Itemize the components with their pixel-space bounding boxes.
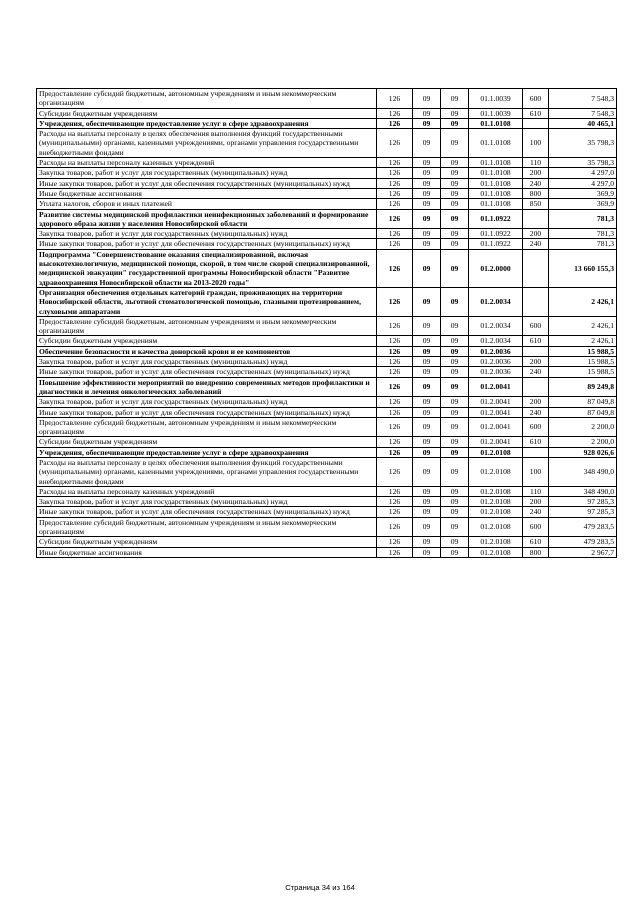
ministry-code-cell: 126 (377, 357, 413, 367)
expense-type-cell: 240 (523, 239, 549, 249)
subsection-code-cell: 09 (441, 407, 469, 417)
table-row (37, 447, 617, 457)
amount-cell: 348 490,0 (549, 457, 617, 486)
table-row (37, 287, 617, 316)
amount-cell: 781,3 (549, 209, 617, 229)
section-code-cell: 09 (413, 486, 441, 496)
amount-cell: 97 285,3 (549, 507, 617, 517)
amount-cell: 87 049,8 (549, 407, 617, 417)
subsection-code-cell: 09 (441, 287, 469, 316)
amount-cell: 348 490,0 (549, 486, 617, 496)
table-row (37, 537, 617, 547)
expense-type-cell: 610 (523, 336, 549, 346)
expense-type-cell: 600 (523, 517, 549, 537)
amount-cell: 928 026,6 (549, 447, 617, 457)
subsection-code-cell: 09 (441, 178, 469, 188)
amount-cell: 4 297,0 (549, 178, 617, 188)
target-article-cell: 01.2.0041 (469, 407, 523, 417)
amount-cell: 35 798,3 (549, 129, 617, 158)
subsection-code-cell: 09 (441, 367, 469, 377)
ministry-code-cell: 126 (377, 397, 413, 407)
budget-table (36, 88, 617, 558)
row-name-cell: Расходы на выплаты персоналу в целях обеспечения выполнения функций государственными (муниципальными) органами, казенными учреждениями, органами управления государственными внебюджетными фондами (37, 457, 377, 486)
ministry-code-cell: 126 (377, 537, 413, 547)
expense-type-cell: 200 (523, 357, 549, 367)
table-row (37, 457, 617, 486)
ministry-code-cell: 126 (377, 447, 413, 457)
amount-cell: 15 988,5 (549, 367, 617, 377)
ministry-code-cell: 126 (377, 239, 413, 249)
subsection-code-cell: 09 (441, 336, 469, 346)
section-code-cell: 09 (413, 357, 441, 367)
row-name-cell: Расходы на выплаты персоналу казенных учреждений (37, 158, 377, 168)
subsection-code-cell: 09 (441, 517, 469, 537)
subsection-code-cell: 09 (441, 357, 469, 367)
amount-cell: 35 798,3 (549, 158, 617, 168)
table-row (37, 188, 617, 198)
amount-cell: 13 660 155,3 (549, 249, 617, 287)
table-row (37, 407, 617, 417)
expense-type-cell: 240 (523, 407, 549, 417)
section-code-cell: 09 (413, 239, 441, 249)
section-code-cell: 09 (413, 417, 441, 437)
subsection-code-cell: 09 (441, 158, 469, 168)
subsection-code-cell: 09 (441, 537, 469, 547)
target-article-cell: 01.2.0034 (469, 316, 523, 336)
expense-type-cell (523, 346, 549, 356)
expense-type-cell: 110 (523, 486, 549, 496)
table-row (37, 417, 617, 437)
row-name-cell: Иные закупки товаров, работ и услуг для обеспечения государственных (муниципальных) нужд (37, 367, 377, 377)
target-article-cell: 01.1.0108 (469, 199, 523, 209)
row-name-cell: Обеспечение безопасности и качества донорской крови и ее компонентов (37, 346, 377, 356)
expense-type-cell: 110 (523, 158, 549, 168)
ministry-code-cell: 126 (377, 507, 413, 517)
subsection-code-cell: 09 (441, 397, 469, 407)
subsection-code-cell: 09 (441, 447, 469, 457)
amount-cell: 781,3 (549, 239, 617, 249)
amount-cell: 2 200,0 (549, 417, 617, 437)
expense-type-cell: 200 (523, 497, 549, 507)
row-name-cell: Субсидии бюджетным учреждениям (37, 437, 377, 447)
budget-table-body (37, 89, 617, 558)
target-article-cell: 01.1.0108 (469, 129, 523, 158)
amount-cell: 15 988,5 (549, 346, 617, 356)
table-row (37, 168, 617, 178)
subsection-code-cell: 09 (441, 168, 469, 178)
table-row (37, 178, 617, 188)
ministry-code-cell: 126 (377, 486, 413, 496)
target-article-cell: 01.2.0041 (469, 437, 523, 447)
target-article-cell: 01.2.0000 (469, 249, 523, 287)
subsection-code-cell: 09 (441, 497, 469, 507)
row-name-cell: Предоставление субсидий бюджетным, автономным учреждениям и иным некоммерческим организациям (37, 517, 377, 537)
amount-cell: 40 465,1 (549, 118, 617, 128)
table-row (37, 497, 617, 507)
expense-type-cell: 100 (523, 457, 549, 486)
ministry-code-cell: 126 (377, 287, 413, 316)
row-name-cell: Повышение эффективности мероприятий по внедрению современных методов профилактики и диагностики и лечения онкологических заболеваний (37, 377, 377, 397)
subsection-code-cell: 09 (441, 188, 469, 198)
ministry-code-cell: 126 (377, 168, 413, 178)
row-name-cell: Закупка товаров, работ и услуг для государственных (муниципальных) нужд (37, 397, 377, 407)
target-article-cell: 01.2.0108 (469, 457, 523, 486)
subsection-code-cell: 09 (441, 199, 469, 209)
section-code-cell: 09 (413, 447, 441, 457)
row-name-cell: Расходы на выплаты персоналу казенных учреждений (37, 486, 377, 496)
ministry-code-cell: 126 (377, 367, 413, 377)
table-row (37, 158, 617, 168)
subsection-code-cell: 09 (441, 249, 469, 287)
amount-cell: 369,9 (549, 188, 617, 198)
target-article-cell: 01.1.0922 (469, 229, 523, 239)
subsection-code-cell: 09 (441, 547, 469, 557)
table-row (37, 108, 617, 118)
section-code-cell: 09 (413, 168, 441, 178)
ministry-code-cell: 126 (377, 188, 413, 198)
row-name-cell: Иные закупки товаров, работ и услуг для обеспечения государственных (муниципальных) нужд (37, 407, 377, 417)
table-row (37, 346, 617, 356)
amount-cell: 781,3 (549, 229, 617, 239)
row-name-cell: Закупка товаров, работ и услуг для государственных (муниципальных) нужд (37, 229, 377, 239)
section-code-cell: 09 (413, 199, 441, 209)
target-article-cell: 01.2.0041 (469, 417, 523, 437)
section-code-cell: 09 (413, 178, 441, 188)
amount-cell: 2 426,1 (549, 287, 617, 316)
ministry-code-cell: 126 (377, 209, 413, 229)
expense-type-cell: 240 (523, 507, 549, 517)
ministry-code-cell: 126 (377, 129, 413, 158)
section-code-cell: 09 (413, 188, 441, 198)
section-code-cell: 09 (413, 346, 441, 356)
expense-type-cell: 600 (523, 89, 549, 109)
row-name-cell: Закупка товаров, работ и услуг для государственных (муниципальных) нужд (37, 168, 377, 178)
expense-type-cell: 610 (523, 437, 549, 447)
table-row (37, 229, 617, 239)
subsection-code-cell: 09 (441, 346, 469, 356)
subsection-code-cell: 09 (441, 486, 469, 496)
row-name-cell: Субсидии бюджетным учреждениям (37, 108, 377, 118)
target-article-cell: 01.1.0108 (469, 168, 523, 178)
amount-cell: 15 988,5 (549, 357, 617, 367)
table-row (37, 357, 617, 367)
target-article-cell: 01.2.0108 (469, 547, 523, 557)
table-row (37, 377, 617, 397)
table-row (37, 249, 617, 287)
table-row (37, 118, 617, 128)
row-name-cell: Иные бюджетные ассигнования (37, 547, 377, 557)
subsection-code-cell: 09 (441, 108, 469, 118)
section-code-cell: 09 (413, 457, 441, 486)
target-article-cell: 01.1.0039 (469, 108, 523, 118)
target-article-cell: 01.1.0108 (469, 188, 523, 198)
target-article-cell: 01.2.0036 (469, 346, 523, 356)
target-article-cell: 01.2.0036 (469, 357, 523, 367)
amount-cell: 2 200,0 (549, 437, 617, 447)
target-article-cell: 01.1.0108 (469, 178, 523, 188)
ministry-code-cell: 126 (377, 517, 413, 537)
subsection-code-cell: 09 (441, 129, 469, 158)
subsection-code-cell: 09 (441, 507, 469, 517)
expense-type-cell (523, 447, 549, 457)
table-row (37, 199, 617, 209)
subsection-code-cell: 09 (441, 239, 469, 249)
table-row (37, 486, 617, 496)
section-code-cell: 09 (413, 377, 441, 397)
section-code-cell: 09 (413, 336, 441, 346)
table-row (37, 239, 617, 249)
section-code-cell: 09 (413, 316, 441, 336)
expense-type-cell: 800 (523, 188, 549, 198)
subsection-code-cell: 09 (441, 118, 469, 128)
ministry-code-cell: 126 (377, 316, 413, 336)
ministry-code-cell: 126 (377, 158, 413, 168)
row-name-cell: Закупка товаров, работ и услуг для государственных (муниципальных) нужд (37, 357, 377, 367)
page-footer (0, 883, 640, 892)
amount-cell: 7 548,3 (549, 108, 617, 118)
row-name-cell: Иные закупки товаров, работ и услуг для обеспечения государственных (муниципальных) нужд (37, 178, 377, 188)
amount-cell: 479 283,5 (549, 537, 617, 547)
expense-type-cell: 200 (523, 168, 549, 178)
page-number-label: Страница 34 из 164 (285, 883, 355, 892)
section-code-cell: 09 (413, 249, 441, 287)
row-name-cell: Субсидии бюджетным учреждениям (37, 537, 377, 547)
amount-cell: 369,9 (549, 199, 617, 209)
expense-type-cell: 100 (523, 129, 549, 158)
subsection-code-cell: 09 (441, 229, 469, 239)
ministry-code-cell: 126 (377, 178, 413, 188)
section-code-cell: 09 (413, 437, 441, 447)
row-name-cell: Учреждения, обеспечивающие предоставление услуг в сфере здравоохранения (37, 118, 377, 128)
expense-type-cell: 610 (523, 108, 549, 118)
section-code-cell: 09 (413, 118, 441, 128)
ministry-code-cell: 126 (377, 89, 413, 109)
amount-cell: 2 967,7 (549, 547, 617, 557)
ministry-code-cell: 126 (377, 118, 413, 128)
ministry-code-cell: 126 (377, 457, 413, 486)
row-name-cell: Уплата налогов, сборов и иных платежей (37, 199, 377, 209)
row-name-cell: Иные закупки товаров, работ и услуг для обеспечения государственных (муниципальных) нужд (37, 239, 377, 249)
amount-cell: 89 249,8 (549, 377, 617, 397)
target-article-cell: 01.1.0108 (469, 118, 523, 128)
row-name-cell: Предоставление субсидий бюджетным, автономным учреждениям и иным некоммерческим организациям (37, 316, 377, 336)
expense-type-cell (523, 118, 549, 128)
subsection-code-cell: 09 (441, 89, 469, 109)
subsection-code-cell: 09 (441, 457, 469, 486)
expense-type-cell: 240 (523, 367, 549, 377)
expense-type-cell: 800 (523, 547, 549, 557)
target-article-cell: 01.2.0108 (469, 537, 523, 547)
expense-type-cell: 610 (523, 537, 549, 547)
section-code-cell: 09 (413, 108, 441, 118)
target-article-cell: 01.2.0108 (469, 497, 523, 507)
amount-cell: 87 049,8 (549, 397, 617, 407)
ministry-code-cell: 126 (377, 229, 413, 239)
table-row (37, 547, 617, 557)
target-article-cell: 01.2.0108 (469, 447, 523, 457)
row-name-cell: Иные закупки товаров, работ и услуг для обеспечения государственных (муниципальных) нужд (37, 507, 377, 517)
table-row (37, 437, 617, 447)
target-article-cell: 01.2.0036 (469, 367, 523, 377)
target-article-cell: 01.2.0041 (469, 377, 523, 397)
target-article-cell: 01.2.0108 (469, 507, 523, 517)
table-row (37, 316, 617, 336)
expense-type-cell: 850 (523, 199, 549, 209)
table-row (37, 89, 617, 109)
target-article-cell: 01.1.0922 (469, 239, 523, 249)
target-article-cell: 01.2.0108 (469, 486, 523, 496)
target-article-cell: 01.2.0041 (469, 397, 523, 407)
ministry-code-cell: 126 (377, 417, 413, 437)
ministry-code-cell: 126 (377, 199, 413, 209)
section-code-cell: 09 (413, 209, 441, 229)
section-code-cell: 09 (413, 287, 441, 316)
ministry-code-cell: 126 (377, 407, 413, 417)
section-code-cell: 09 (413, 547, 441, 557)
row-name-cell: Расходы на выплаты персоналу в целях обеспечения выполнения функций государственными (муниципальными) органами, казенными учреждениями, органами управления государственными внебюджетными фондами (37, 129, 377, 158)
row-name-cell: Организация обеспечения отдельных категорий граждан, проживающих на территории Новосибирской области, льготной стоматологической помощью, глазными протезированием, слуховыми аппаратами (37, 287, 377, 316)
section-code-cell: 09 (413, 497, 441, 507)
expense-type-cell: 200 (523, 229, 549, 239)
section-code-cell: 09 (413, 537, 441, 547)
expense-type-cell (523, 287, 549, 316)
table-row (37, 517, 617, 537)
section-code-cell: 09 (413, 397, 441, 407)
target-article-cell: 01.1.0108 (469, 158, 523, 168)
table-row (37, 209, 617, 229)
row-name-cell: Предоставление субсидий бюджетным, автономным учреждениям и иным некоммерческим организациям (37, 417, 377, 437)
table-row (37, 336, 617, 346)
table-row (37, 397, 617, 407)
section-code-cell: 09 (413, 129, 441, 158)
ministry-code-cell: 126 (377, 437, 413, 447)
section-code-cell: 09 (413, 158, 441, 168)
expense-type-cell (523, 249, 549, 287)
ministry-code-cell: 126 (377, 377, 413, 397)
amount-cell: 2 426,1 (549, 336, 617, 346)
table-row (37, 367, 617, 377)
section-code-cell: 09 (413, 229, 441, 239)
row-name-cell: Учреждения, обеспечивающие предоставление услуг в сфере здравоохранения (37, 447, 377, 457)
target-article-cell: 01.1.0039 (469, 89, 523, 109)
subsection-code-cell: 09 (441, 417, 469, 437)
row-name-cell: Подпрограмма "Совершенствование оказания специализированной, включая высокотехнологичную, медицинской помощи, скорой, в том числе скорой специализированной, медицинской эвакуации" государственной программы Новосибирской области "Развитие здравоохранения Новосибирской области на 2013-2020 годы" (37, 249, 377, 287)
expense-type-cell: 240 (523, 178, 549, 188)
ministry-code-cell: 126 (377, 497, 413, 507)
section-code-cell: 09 (413, 517, 441, 537)
table-row (37, 129, 617, 158)
target-article-cell: 01.1.0922 (469, 209, 523, 229)
subsection-code-cell: 09 (441, 437, 469, 447)
ministry-code-cell: 126 (377, 346, 413, 356)
section-code-cell: 09 (413, 367, 441, 377)
amount-cell: 2 426,1 (549, 316, 617, 336)
target-article-cell: 01.2.0108 (469, 517, 523, 537)
ministry-code-cell: 126 (377, 547, 413, 557)
row-name-cell: Закупка товаров, работ и услуг для государственных (муниципальных) нужд (37, 497, 377, 507)
subsection-code-cell: 09 (441, 209, 469, 229)
section-code-cell: 09 (413, 407, 441, 417)
expense-type-cell (523, 377, 549, 397)
section-code-cell: 09 (413, 507, 441, 517)
ministry-code-cell: 126 (377, 249, 413, 287)
expense-type-cell: 600 (523, 316, 549, 336)
subsection-code-cell: 09 (441, 316, 469, 336)
amount-cell: 479 283,5 (549, 517, 617, 537)
target-article-cell: 01.2.0034 (469, 287, 523, 316)
row-name-cell: Субсидии бюджетным учреждениям (37, 336, 377, 346)
table-row (37, 507, 617, 517)
expense-type-cell: 600 (523, 417, 549, 437)
row-name-cell: Предоставление субсидий бюджетным, автономным учреждениям и иным некоммерческим организациям (37, 89, 377, 109)
expense-type-cell (523, 209, 549, 229)
ministry-code-cell: 126 (377, 108, 413, 118)
amount-cell: 97 285,3 (549, 497, 617, 507)
target-article-cell: 01.2.0034 (469, 336, 523, 346)
expense-type-cell: 200 (523, 397, 549, 407)
amount-cell: 7 548,3 (549, 89, 617, 109)
row-name-cell: Развитие системы медицинской профилактики неинфекционных заболеваний и формирование здорового образа жизни у населения Новосибирской области (37, 209, 377, 229)
subsection-code-cell: 09 (441, 377, 469, 397)
row-name-cell: Иные бюджетные ассигнования (37, 188, 377, 198)
ministry-code-cell: 126 (377, 336, 413, 346)
section-code-cell: 09 (413, 89, 441, 109)
amount-cell: 4 297,0 (549, 168, 617, 178)
